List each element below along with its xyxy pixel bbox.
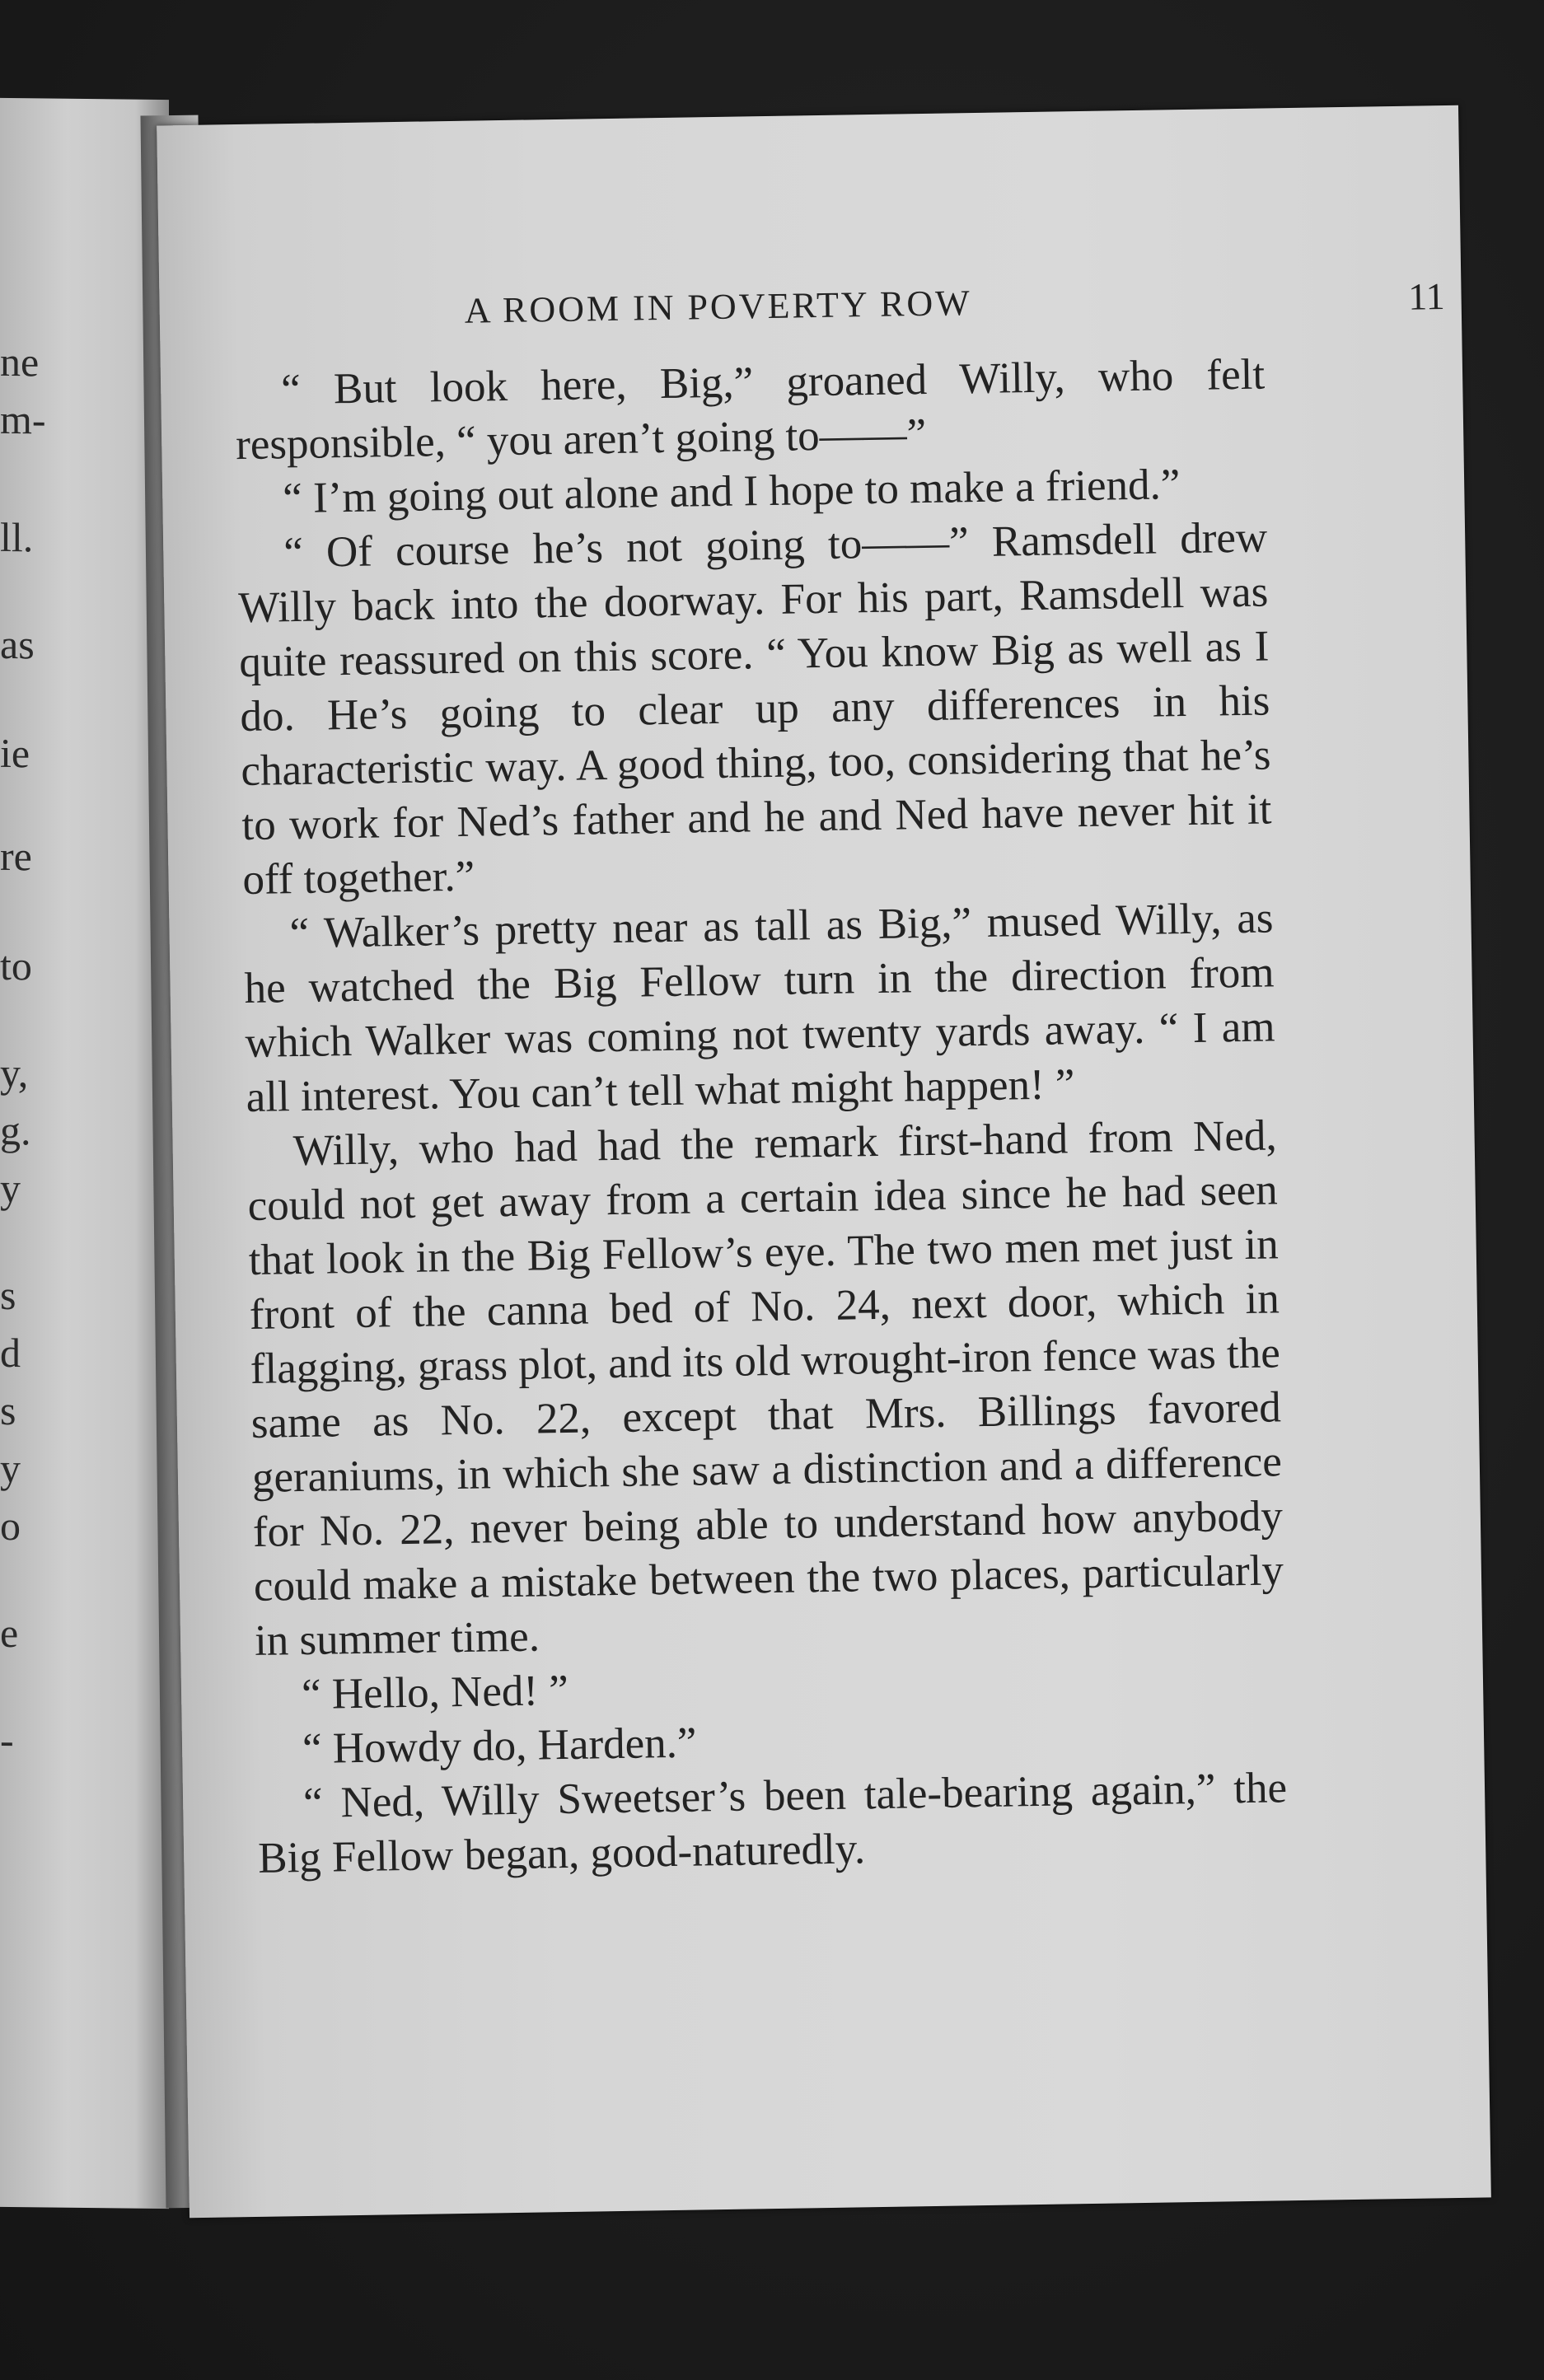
left-page-fragment: ll. bbox=[0, 513, 34, 561]
left-page-fragment: ie bbox=[0, 729, 30, 777]
left-page-fragment: s bbox=[0, 1271, 16, 1319]
left-page-fragment: g. bbox=[0, 1106, 31, 1154]
left-page-fragment: - bbox=[0, 1716, 14, 1764]
paragraph: “ But look here, Big,” groaned Willy, who felt responsible, “ you aren’t going to——” bbox=[235, 350, 1266, 470]
left-page-fragment: s bbox=[0, 1386, 16, 1434]
paragraph: “ Howdy do, Harden.” bbox=[302, 1718, 697, 1774]
left-page-fragment: y, bbox=[0, 1049, 29, 1096]
left-page-fragment: as bbox=[0, 620, 35, 668]
left-page-fragment: e bbox=[0, 1609, 19, 1657]
left-page-fragment: to bbox=[0, 942, 32, 989]
left-page-fragment: y bbox=[0, 1164, 21, 1212]
page-number: 11 bbox=[1407, 275, 1445, 318]
book-page bbox=[157, 105, 1491, 2219]
paragraph: “ I’m going out alone and I hope to make a friend.” bbox=[282, 461, 1181, 523]
paragraph: “ Hello, Ned! ” bbox=[301, 1666, 569, 1719]
left-page-fragment: ne bbox=[0, 338, 40, 386]
left-page-fragment: re bbox=[0, 832, 32, 880]
page-header bbox=[464, 274, 1445, 339]
page-body bbox=[235, 347, 1289, 1885]
left-page-fragment: m- bbox=[0, 395, 46, 443]
left-page-fragment: y bbox=[0, 1444, 21, 1492]
paragraph: “ Ned, Willy Sweetser’s been tale-bearing again,” the Big Fellow began, good-naturedly. bbox=[257, 1764, 1288, 1882]
paragraph: “ Of course he’s not going to——” Ramsdell drew Willy back into the doorway. For his part, Ramsdell was quite reassured on this score. “ You know Big as well as I do. He’s going to clear up any differences in his characteristic way. A good thing, too, considering that he’s to work for Ned’s father and he and Ned have never hit it off together.” bbox=[237, 513, 1272, 905]
running-head: A ROOM IN POVERTY ROW bbox=[464, 283, 973, 331]
left-page-fragment: d bbox=[0, 1329, 21, 1377]
left-page-fragment: o bbox=[0, 1502, 21, 1550]
paragraph: “ Walker’s pretty near as tall as Big,” mused Willy, as he watched the Big Fellow turn in the direction from which Walker was coming not twenty yards away. “ I am all interest. You can’t tell what might happen! ” bbox=[244, 894, 1275, 1122]
paragraph: Willy, who had had the remark first-hand from Ned, could not get away from a certain idea since he had seen that look in the Big Fellow’s eye. The two men met just in front of the canna bed of No. 24, next door, which in flagging, grass plot, and its old wrought-iron fence was the same as No. 22, except that Mrs. Billings favored geraniums, in which she saw a distinction and a difference for No. 22, never being able to understand how anybody could make a mistake between the two places, particularly in summer time. bbox=[247, 1111, 1284, 1665]
